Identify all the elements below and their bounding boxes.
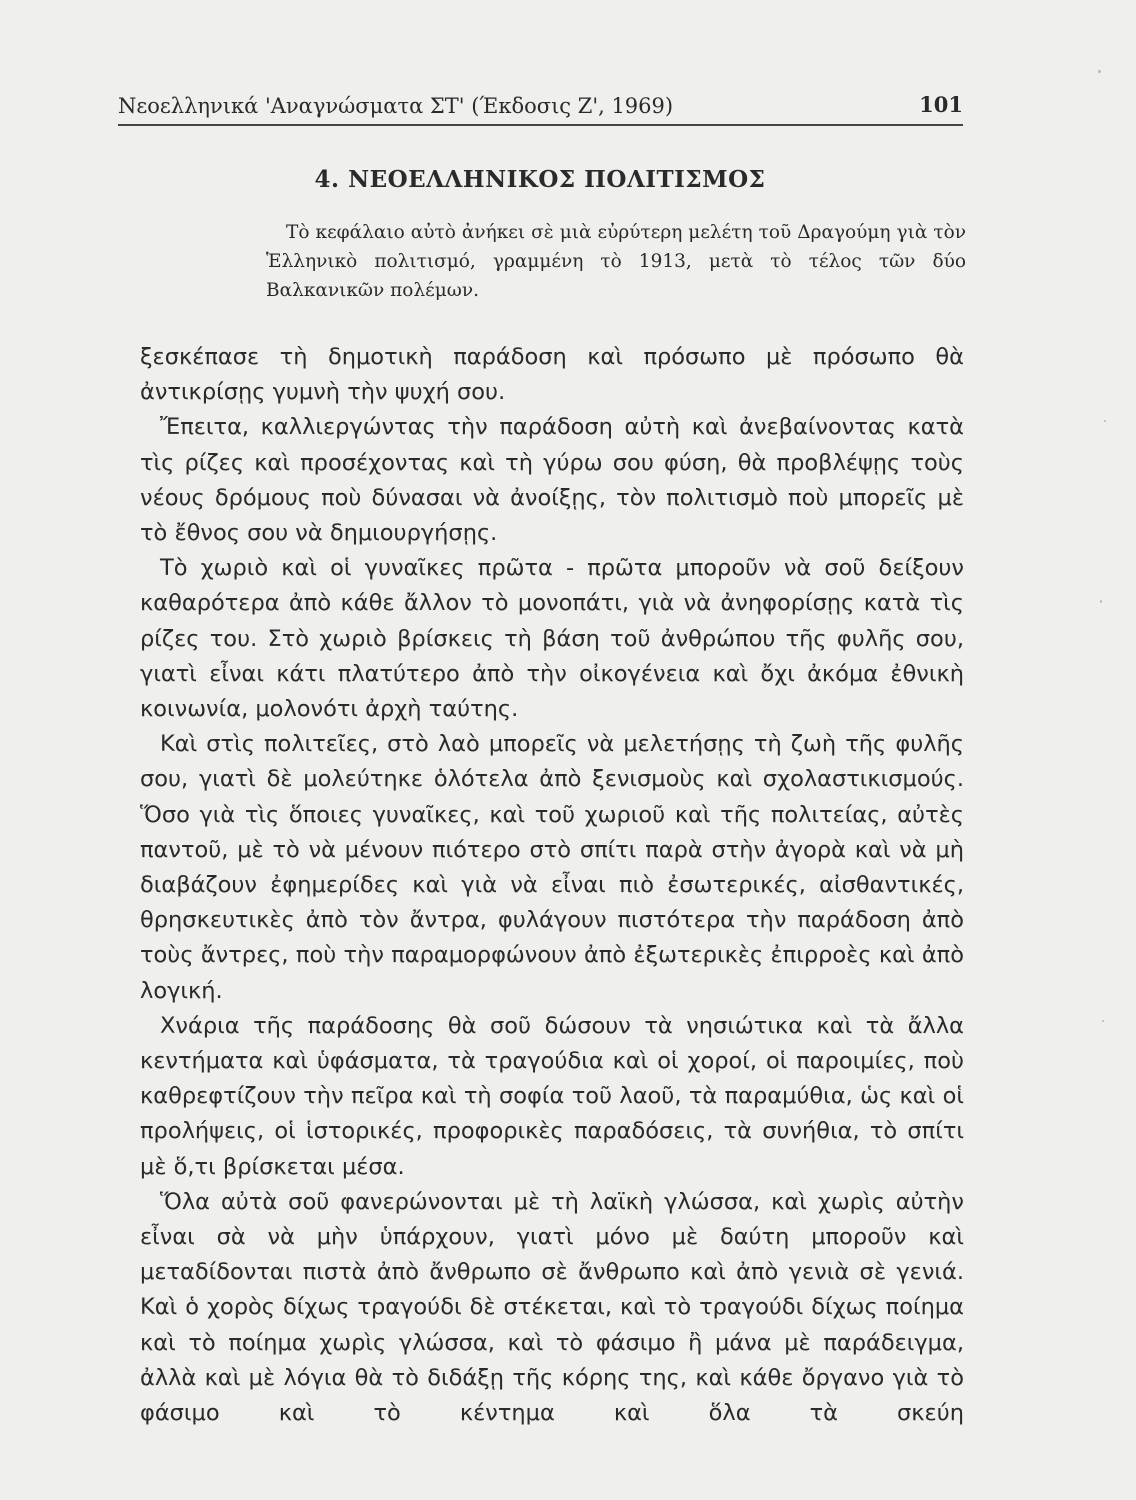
header-rule	[118, 124, 963, 126]
scan-speck	[1104, 420, 1106, 422]
paragraph: Τὸ χωριὸ καὶ οἱ γυναῖκες πρῶτα - πρῶτα μποροῦν νὰ σοῦ δείξουν καθαρότερα ἀπὸ κάθε ἄλλον τὸ μονοπάτι, γιὰ νὰ ἀνηφορίσῃς κατὰ τὶς ρίζες του. Στὸ χωριὸ βρίσκεις τὴ βάση τοῦ ἀνθρώπου τῆς φυλῆς σου, γιατὶ εἶναι κάτι πλατύτερο ἀπὸ τὴν οἰκογένεια καὶ ὄχι ἀκόμα ἐθνικὴ κοινωνία, μολονότι ἀρχὴ ταύτης.	[140, 555, 964, 723]
scan-speck	[1102, 1020, 1104, 1022]
paragraph: Ἔπειτα, καλλιεργώντας τὴν παράδοση αὐτὴ καὶ ἀνεβαίνοντας κατὰ τὶς ρίζες καὶ προσέχοντας καὶ τὴ γύρω σου φύση, θὰ προβλέψῃς τοὺς νέους δρόμους ποὺ δύνασαι νὰ ἀνοίξῃς, τὸν πολιτισμὸ ποὺ μπορεῖς μὲ τὸ ἔθνος σου νὰ δημιουργήσῃς.	[140, 414, 964, 547]
paragraph: Ὅλα αὐτὰ σοῦ φανερώνονται μὲ τὴ λαϊκὴ γλώσσα, καὶ χωρὶς αὐτὴν εἶναι σὰ νὰ μὴν ὑπάρχουν, γιατὶ μόνο μὲ δαύτη μποροῦν καὶ μεταδίδονται πιστὰ ἀπὸ ἄνθρωπο σὲ ἄνθρωπο καὶ ἀπὸ γενιὰ σὲ γενιά. Καὶ ὁ χορὸς δίχως τραγούδι δὲ στέκεται, καὶ τὸ τραγούδι δίχως ποίημα καὶ τὸ ποίημα χωρὶς γλώσσα, καὶ τὸ φάσιμο ἢ μάνα μὲ παράδειγμα, ἀλλὰ καὶ μὲ λόγια θὰ τὸ διδάξῃ τῆς κόρης της, καὶ κάθε ὄργανο γιὰ τὸ φάσιμο καὶ τὸ κέντημα καὶ ὅλα τὰ σκεύη	[140, 1188, 964, 1427]
running-header	[118, 92, 963, 122]
chapter-title: 4. ΝΕΟΕΛΛΗΝΙΚΟΣ ΠΟΛΙΤΙΣΜΟΣ	[314, 166, 766, 193]
intro-note-text: Τὸ κεφάλαιο αὐτὸ ἀνήκει σὲ μιὰ εὐρύτερη μελέτη τοῦ Δραγούμη γιὰ τὸν Ἑλληνικὸ πολιτισμό, γραμμένη τὸ 1913, μετὰ τὸ τέλος τῶν δύο Βαλκανικῶν πολέμων.	[266, 222, 966, 301]
paragraph: Χνάρια τῆς παράδοσης θὰ σοῦ δώσουν τὰ νησιώτικα καὶ τὰ ἄλλα κεντήματα καὶ ὑφάσματα, τὰ τραγούδια καὶ οἱ χοροί, οἱ παροιμίες, ποὺ καθρεφτίζουν τὴν πεῖρα καὶ τὴ σοφία τοῦ λαοῦ, τὰ παραμύθια, ὡς καὶ οἱ προλήψεις, οἱ ἱστορικές, προφορικὲς παραδόσεις, τὰ συνήθια, τὸ σπίτι μὲ ὅ,τι βρίσκεται μέσα.	[140, 1012, 964, 1180]
body-text	[140, 340, 964, 1431]
scan-speck	[1100, 600, 1102, 603]
paragraph: Καὶ στὶς πολιτεῖες, στὸ λαὸ μπορεῖς νὰ μελετήσῃς τὴ ζωὴ τῆς φυλῆς σου, γιατὶ δὲ μολεύτηκε ὁλότελα ἀπὸ ξενισμοὺς καὶ σχολαστικισμούς. Ὅσο γιὰ τὶς ὅποιες γυναῖκες, καὶ τοῦ χωριοῦ καὶ τῆς πολιτείας, αὐτὲς παντοῦ, μὲ τὸ νὰ μένουν πιότερο στὸ σπίτι παρὰ στὴν ἀγορὰ καὶ νὰ μὴ διαβάζουν ἐφημερίδες καὶ γιὰ νὰ εἶναι πιὸ ἐσωτερικές, αἰσθαντικές, θρησκευτικὲς ἀπὸ τὸν ἄντρα, φυλάγουν πιστότερα τὴν παράδοση ἀπὸ τοὺς ἄντρες, ποὺ τὴν παραμορφώνουν ἀπὸ ἐξωτερικὲς ἐπιρροὲς καὶ ἀπὸ λογική.	[140, 731, 964, 1004]
page-number: 101	[919, 92, 963, 117]
paragraph: ξεσκέπασε τὴ δημοτικὴ παράδοση καὶ πρόσωπο μὲ πρόσωπο θὰ ἀντικρίσῃς γυμνὴ τὴν ψυχή σου.	[140, 344, 964, 406]
intro-note	[266, 218, 966, 305]
scan-speck	[1098, 70, 1101, 73]
running-title: Νεοελληνικά 'Αναγνώσματα ΣΤ' (Έκδοσις Ζ', 1969)	[118, 94, 674, 118]
